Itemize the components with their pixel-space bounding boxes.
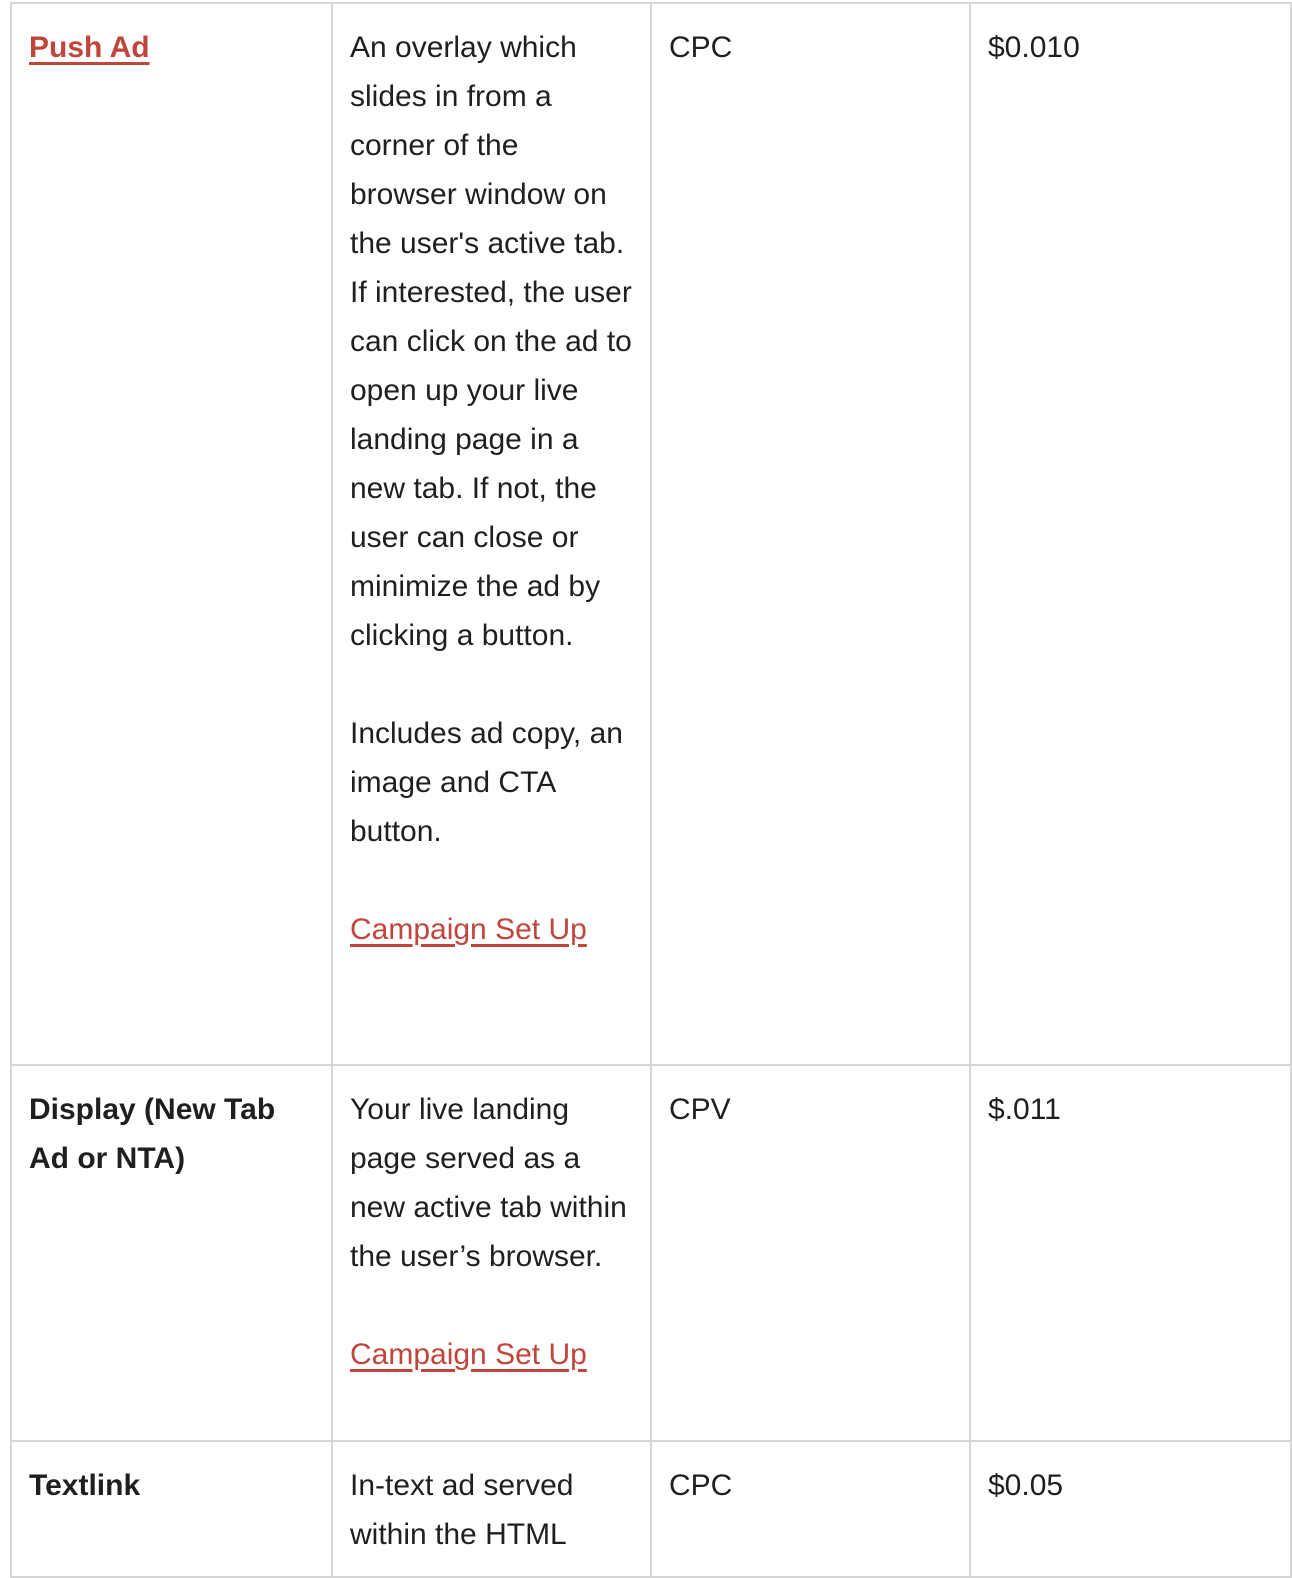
description-cell [332,3,651,1065]
paragraph-gap [350,660,633,709]
ad-format-cell [11,1065,332,1441]
ad-format-cell [11,3,332,1065]
description-text: An overlay which slides in from a corner of the browser window on the user's active tab. If interested, the user can click on the ad to open up your live landing page in a new tab. If not, the user can close or minimize the ad by clicking a button. [350,31,632,652]
description-text: In-text ad served within the HTML [350,1469,574,1551]
campaign-set-up-link[interactable]: Campaign Set Up [350,913,587,946]
table-row [11,1441,1291,1577]
price-value: $0.010 [988,31,1080,64]
push-ad-link[interactable]: Push Ad [29,31,150,64]
pricing-model: CPC [669,1469,733,1502]
description-text: Includes ad copy, an image and CTA button. [350,717,623,848]
price-cell [970,1065,1291,1441]
pricing-model-cell [651,1065,970,1441]
pricing-model: CPV [669,1093,731,1126]
table-row [11,1065,1291,1441]
description-cell [332,1065,651,1441]
description-text: Your live landing page served as a new active tab within the user’s browser. [350,1093,627,1273]
ad-format-cell [11,1441,332,1577]
ad-formats-table [10,2,1292,1578]
campaign-set-up-link[interactable]: Campaign Set Up [350,1338,587,1371]
table-row [11,3,1291,1065]
paragraph-gap [350,856,633,905]
ad-format-name: Display (New Tab Ad or NTA) [29,1093,276,1175]
pricing-model: CPC [669,31,733,64]
pricing-model-cell [651,3,970,1065]
ad-format-name: Textlink [29,1469,141,1502]
price-value: $0.05 [988,1469,1064,1502]
paragraph-gap [350,1281,633,1330]
price-cell [970,1441,1291,1577]
description-cell [332,1441,651,1577]
pricing-model-cell [651,1441,970,1577]
price-cell [970,3,1291,1065]
price-value: $.011 [988,1093,1061,1126]
